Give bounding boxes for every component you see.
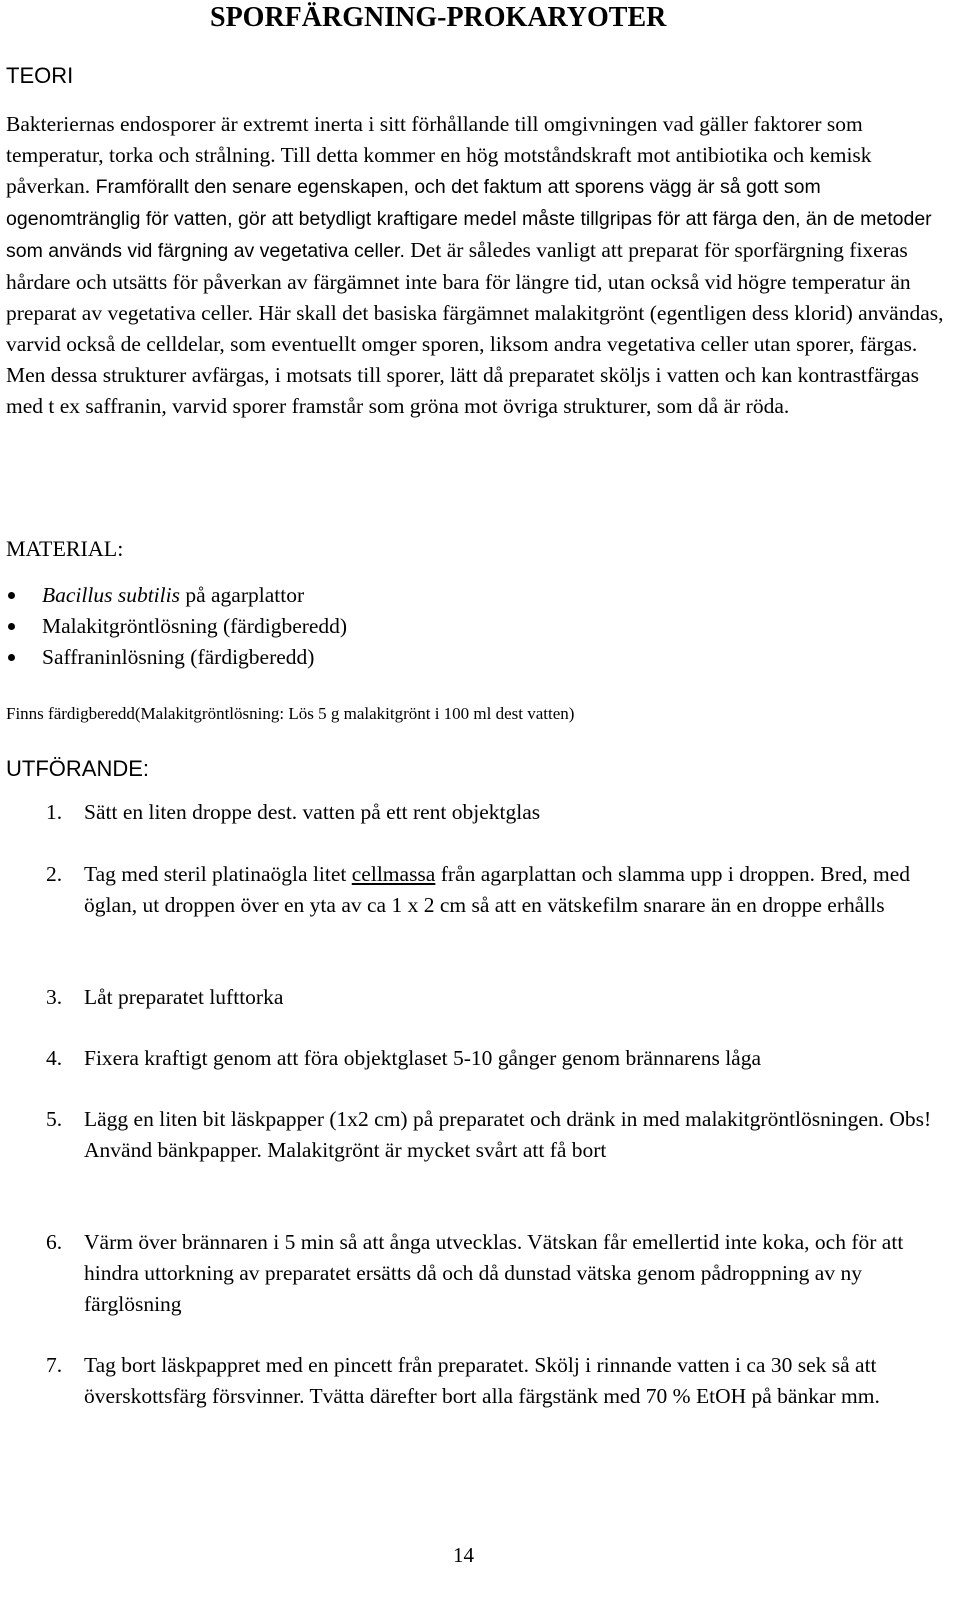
step-number: 3. xyxy=(46,985,63,1009)
bullet-icon xyxy=(8,654,15,661)
page-number: 14 xyxy=(453,1543,474,1567)
theory-text-1: Bakteriernas endosporer är extremt inerta i sitt förhållande till omgivningen vad gäller faktorer som temperatur, torka och strålning. Till detta kommer en hög motståndskraft mot antibiotika och kemisk påverkan. xyxy=(6,112,872,198)
material-item xyxy=(6,580,347,611)
theory-text-2: Framförallt den senare egenskapen, och det faktum att sporens vägg är så gott som ogenomtränglig för vatten, gör att betydligt kraftigare medel måste tillgripas för att färga den, än de metoder som används vid färgning av vegetativa celler. xyxy=(6,176,932,262)
step-text xyxy=(84,859,934,921)
procedure-heading: UTFÖRANDE: xyxy=(6,756,149,781)
material-note: Finns färdigberedd(Malakitgröntlösning: Lös 5 g malakitgrönt i 100 ml dest vatten) xyxy=(6,704,575,723)
step-number: 1. xyxy=(46,800,63,824)
step-number: 4. xyxy=(46,1046,63,1070)
step-number: 5. xyxy=(46,1107,63,1131)
step-number: 7. xyxy=(46,1353,63,1377)
material-item-text: Saffraninlösning (färdigberedd) xyxy=(42,645,315,669)
theory-text-3: Det är således vanligt att preparat för sporfärgning fixeras hårdare och utsätts för påverkan av färgämnet inte bara för längre tid, utan också vid högre temperatur än preparat av vegetativa celler. xyxy=(6,238,911,325)
theory-paragraph xyxy=(6,109,946,422)
material-heading: MATERIAL: xyxy=(6,536,124,561)
step-number: 6. xyxy=(46,1230,63,1254)
material-item xyxy=(6,611,347,642)
theory-heading: TEORI xyxy=(6,63,74,88)
material-item-text: Malakitgröntlösning (färdigberedd) xyxy=(42,614,348,638)
step-text-underlined: cellmassa xyxy=(351,862,436,886)
page-title: SPORFÄRGNING-PROKARYOTER xyxy=(210,2,667,33)
step-text: Låt preparatet lufttorka xyxy=(84,985,284,1009)
material-item-organism: Bacillus subtilis xyxy=(42,583,180,607)
material-item xyxy=(6,642,347,673)
step-text: Sätt en liten droppe dest. vatten på ett rent objektglas xyxy=(84,800,541,824)
step-text: Lägg en liten bit läskpapper (1x2 cm) på preparatet och dränk in med malakitgröntlösningen. Obs! Använd bänkpapper. Malakitgrönt är mycket svårt att få bort xyxy=(84,1107,932,1162)
step-text-part: Tag med steril platinaögla litet xyxy=(84,862,352,886)
material-list xyxy=(6,580,347,673)
step-text-part: från agarplattan och slamma upp i droppen. Bred, med öglan, ut droppen över en yta av ca 1 x 2 cm så att en vätskefilm snarare än en droppe erhålls xyxy=(84,862,910,917)
theory-text-4: Här skall det basiska färgämnet malakitgrönt (egentligen dess klorid) användas, varvid också de celldelar, som eventuellt omger sporen, liksom andra vegetativa celler utan sporer, färgas. Men dessa strukturer avfärgas, i motsats till sporer, lätt då preparatet sköljs i vatten och kan kontrastfärgas med t ex saffranin, varvid sporer framstår som gröna mot övriga strukturer, som då är röda. xyxy=(6,301,944,418)
step-number: 2. xyxy=(46,862,63,886)
bullet-icon xyxy=(8,623,15,630)
bullet-icon xyxy=(8,592,15,599)
step-text: Fixera kraftigt genom att föra objektglaset 5-10 gånger genom brännarens låga xyxy=(84,1046,762,1070)
step-text: Värm över brännaren i 5 min så att ånga utvecklas. Vätskan får emellertid inte koka, och för att hindra uttorkning av preparatet ersätts då och då dunstad vätska genom pådroppning av ny färglösning xyxy=(84,1230,904,1316)
material-item-text: på agarplattor xyxy=(179,583,305,607)
step-text: Tag bort läskpappret med en pincett från preparatet. Skölj i rinnande vatten i ca 30 sek så att överskottsfärg försvinner. Tvätta därefter bort alla färgstänk med 70 % EtOH på bänkar mm. xyxy=(84,1353,880,1408)
